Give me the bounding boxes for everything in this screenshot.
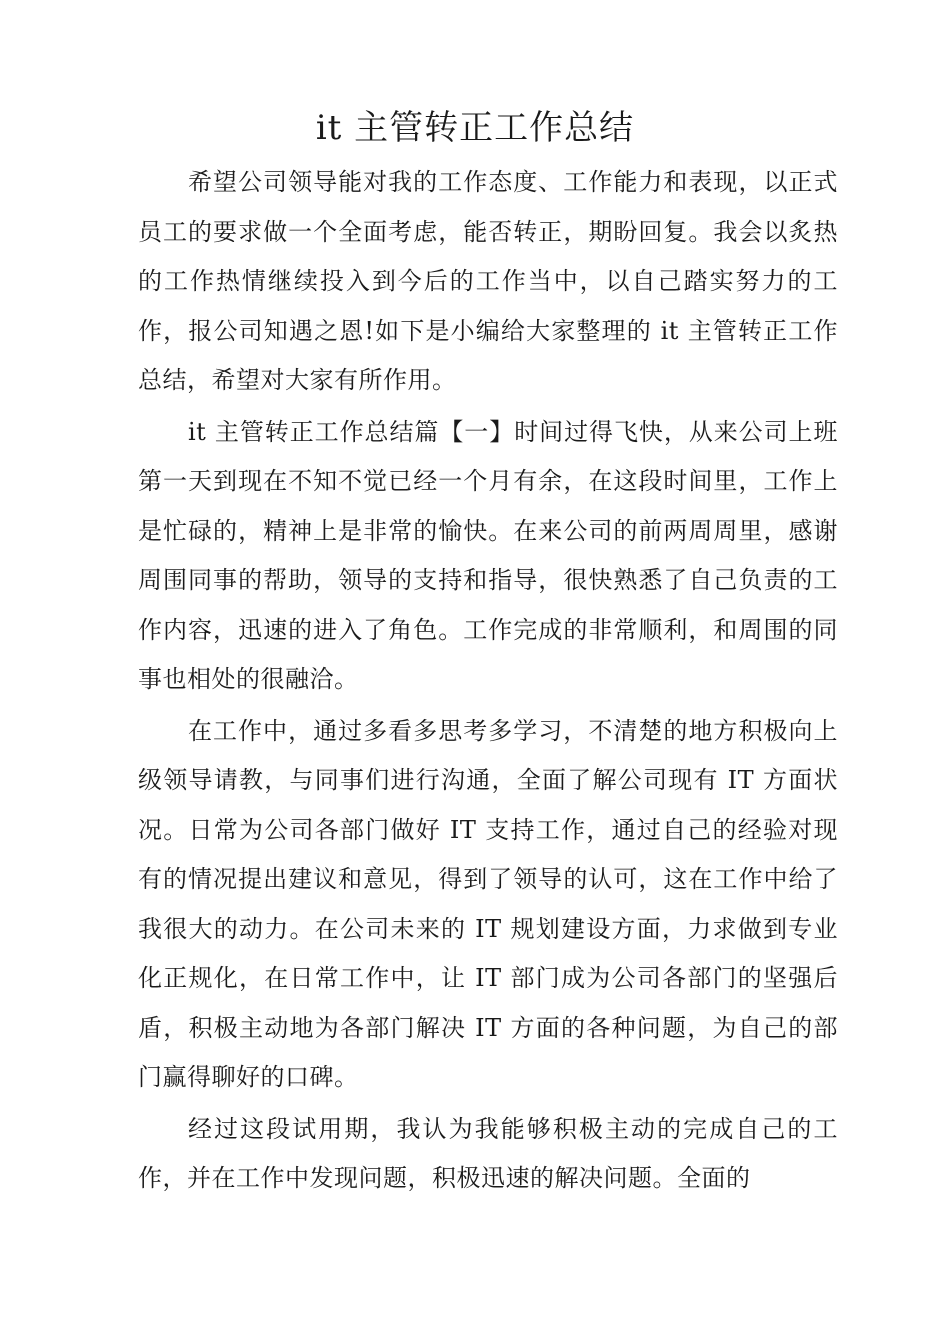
paragraph-work: 在工作中，通过多看多思考多学习，不清楚的地方积极向上级领导请教，与同事们进行沟通，全面了解公司现有 IT 方面状况。日常为公司各部门做好 IT 支持工作，通过自己的经验对现有的情况提出建议和意见，得到了领导的认可，这在工作中给了我很大的动力。在公司未来的 IT 规划建设方面，力求做到专业化正规化，在日常工作中，让 IT 部门成为公司各部门的坚强后盾，积极主动地为各部门解决 IT 方面的各种问题，为自己的部门赢得聊好的口碑。 <box>138 716 838 1091</box>
document-title: it 主管转正工作总结 <box>315 108 635 148</box>
paragraph-part-one: it 主管转正工作总结篇【一】时间过得飞快，从来公司上班第一天到现在不知不觉已经一个月有余，在这段时间里，工作上是忙碌的，精神上是非常的愉快。在来公司的前两周周里，感谢周围同事的帮助，领导的支持和指导，很快熟悉了自己负责的工作内容，迅速的进入了角色。工作完成的非常顺利，和周围的同事也相处的很融洽。 <box>138 417 838 693</box>
paragraph-probation: 经过这段试用期，我认为我能够积极主动的完成自己的工作，并在工作中发现问题，积极迅速的解决问题。全面的 <box>138 1114 838 1192</box>
paragraph-intro: 希望公司领导能对我的工作态度、工作能力和表现，以正式员工的要求做一个全面考虑，能否转正，期盼回复。我会以炙热的工作热情继续投入到今后的工作当中，以自己踏实努力的工作，报公司知遇之恩!如下是小编给大家整理的 it 主管转正工作总结，希望对大家有所作用。 <box>138 168 838 394</box>
document-body <box>138 158 838 1206</box>
